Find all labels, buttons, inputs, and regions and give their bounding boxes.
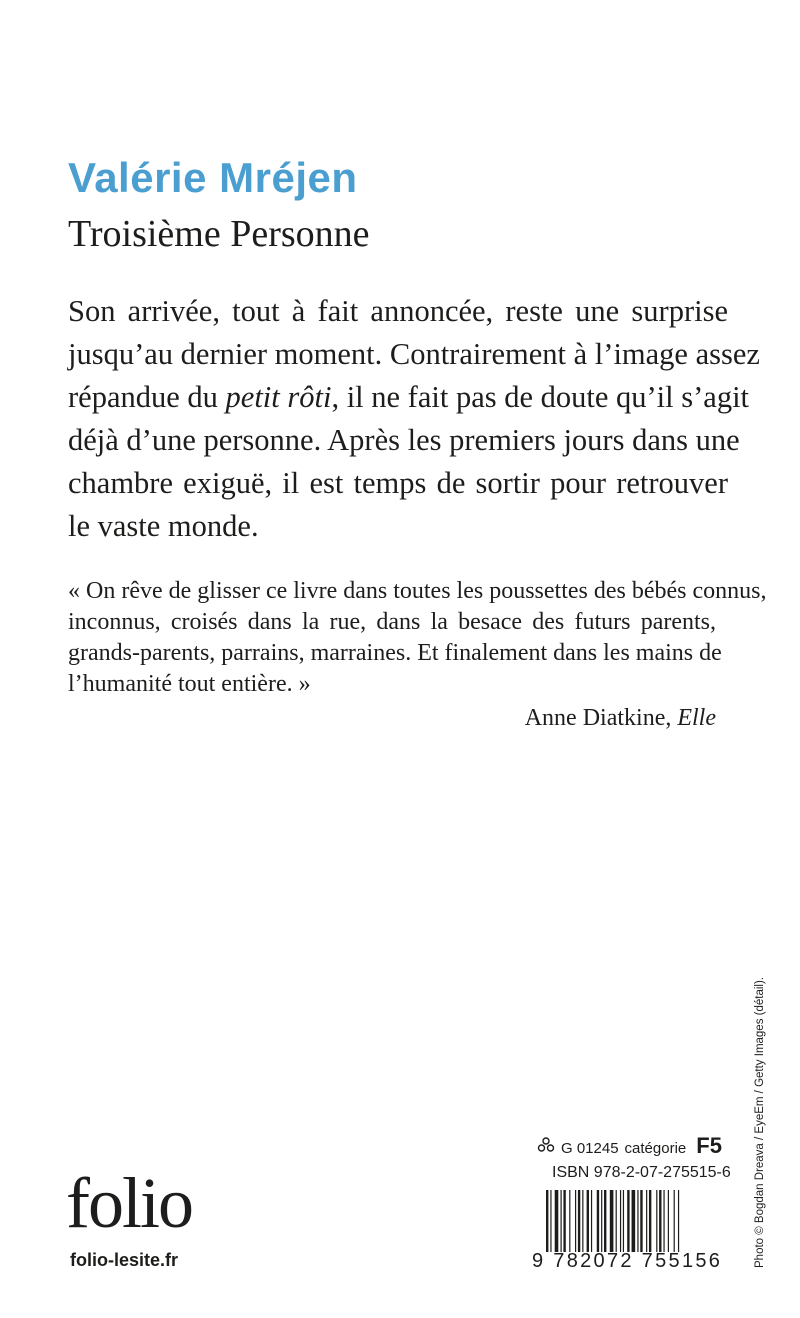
quote-line: l’humanité tout entière. » <box>68 671 311 697</box>
quote-line: grands-parents, parrains, marraines. Et finalement dans les mains de <box>68 640 722 666</box>
blurb-line: chambre exiguë, il est temps de sortir pour retrouver <box>68 466 728 500</box>
author-name: Valérie Mréjen <box>68 154 358 201</box>
folio-logo: folio <box>66 1163 192 1243</box>
book-title: Troisième Personne <box>68 213 370 255</box>
recycle-logo-icon <box>537 1137 555 1153</box>
blurb-line: Son arrivée, tout à fait annoncée, reste une surprise <box>68 294 728 328</box>
isbn: ISBN 978-2-07-275515-6 <box>552 1164 731 1181</box>
blurb-line: déjà d’une personne. Après les premiers jours dans une <box>68 423 740 457</box>
photo-credit: Photo © Bogdan Dreava / EyeEm / Getty Images (détail). <box>754 977 766 1268</box>
blurb-line: répandue du petit rôti, il ne fait pas de doute qu’il s’agit <box>68 380 750 414</box>
blurb-line: jusqu’au dernier moment. Contrairement à l’image assez <box>68 337 760 371</box>
attribution-name: Anne Diatkine, <box>524 705 678 731</box>
emphasis-petit-roti: petit rôti <box>225 380 332 414</box>
publisher-website: folio-lesite.fr <box>70 1250 179 1270</box>
publisher-code: G 01245 <box>561 1140 619 1157</box>
barcode-digits: 9 782072 755156 <box>532 1250 723 1272</box>
press-quote <box>68 576 767 700</box>
quote-attribution <box>525 705 716 732</box>
category-label: catégorie <box>624 1140 687 1157</box>
blurb <box>68 290 760 548</box>
attribution-source: Elle <box>677 705 716 731</box>
blurb-line: le vaste monde. <box>68 509 259 543</box>
category-code: F5 <box>696 1133 722 1158</box>
quote-line: inconnus, croisés dans la rue, dans la besace des futurs parents, <box>68 609 716 635</box>
publisher-code-line <box>537 1133 722 1159</box>
quote-line: « On rêve de glisser ce livre dans toutes les poussettes des bébés connus, <box>68 578 767 604</box>
barcode <box>546 1190 714 1252</box>
